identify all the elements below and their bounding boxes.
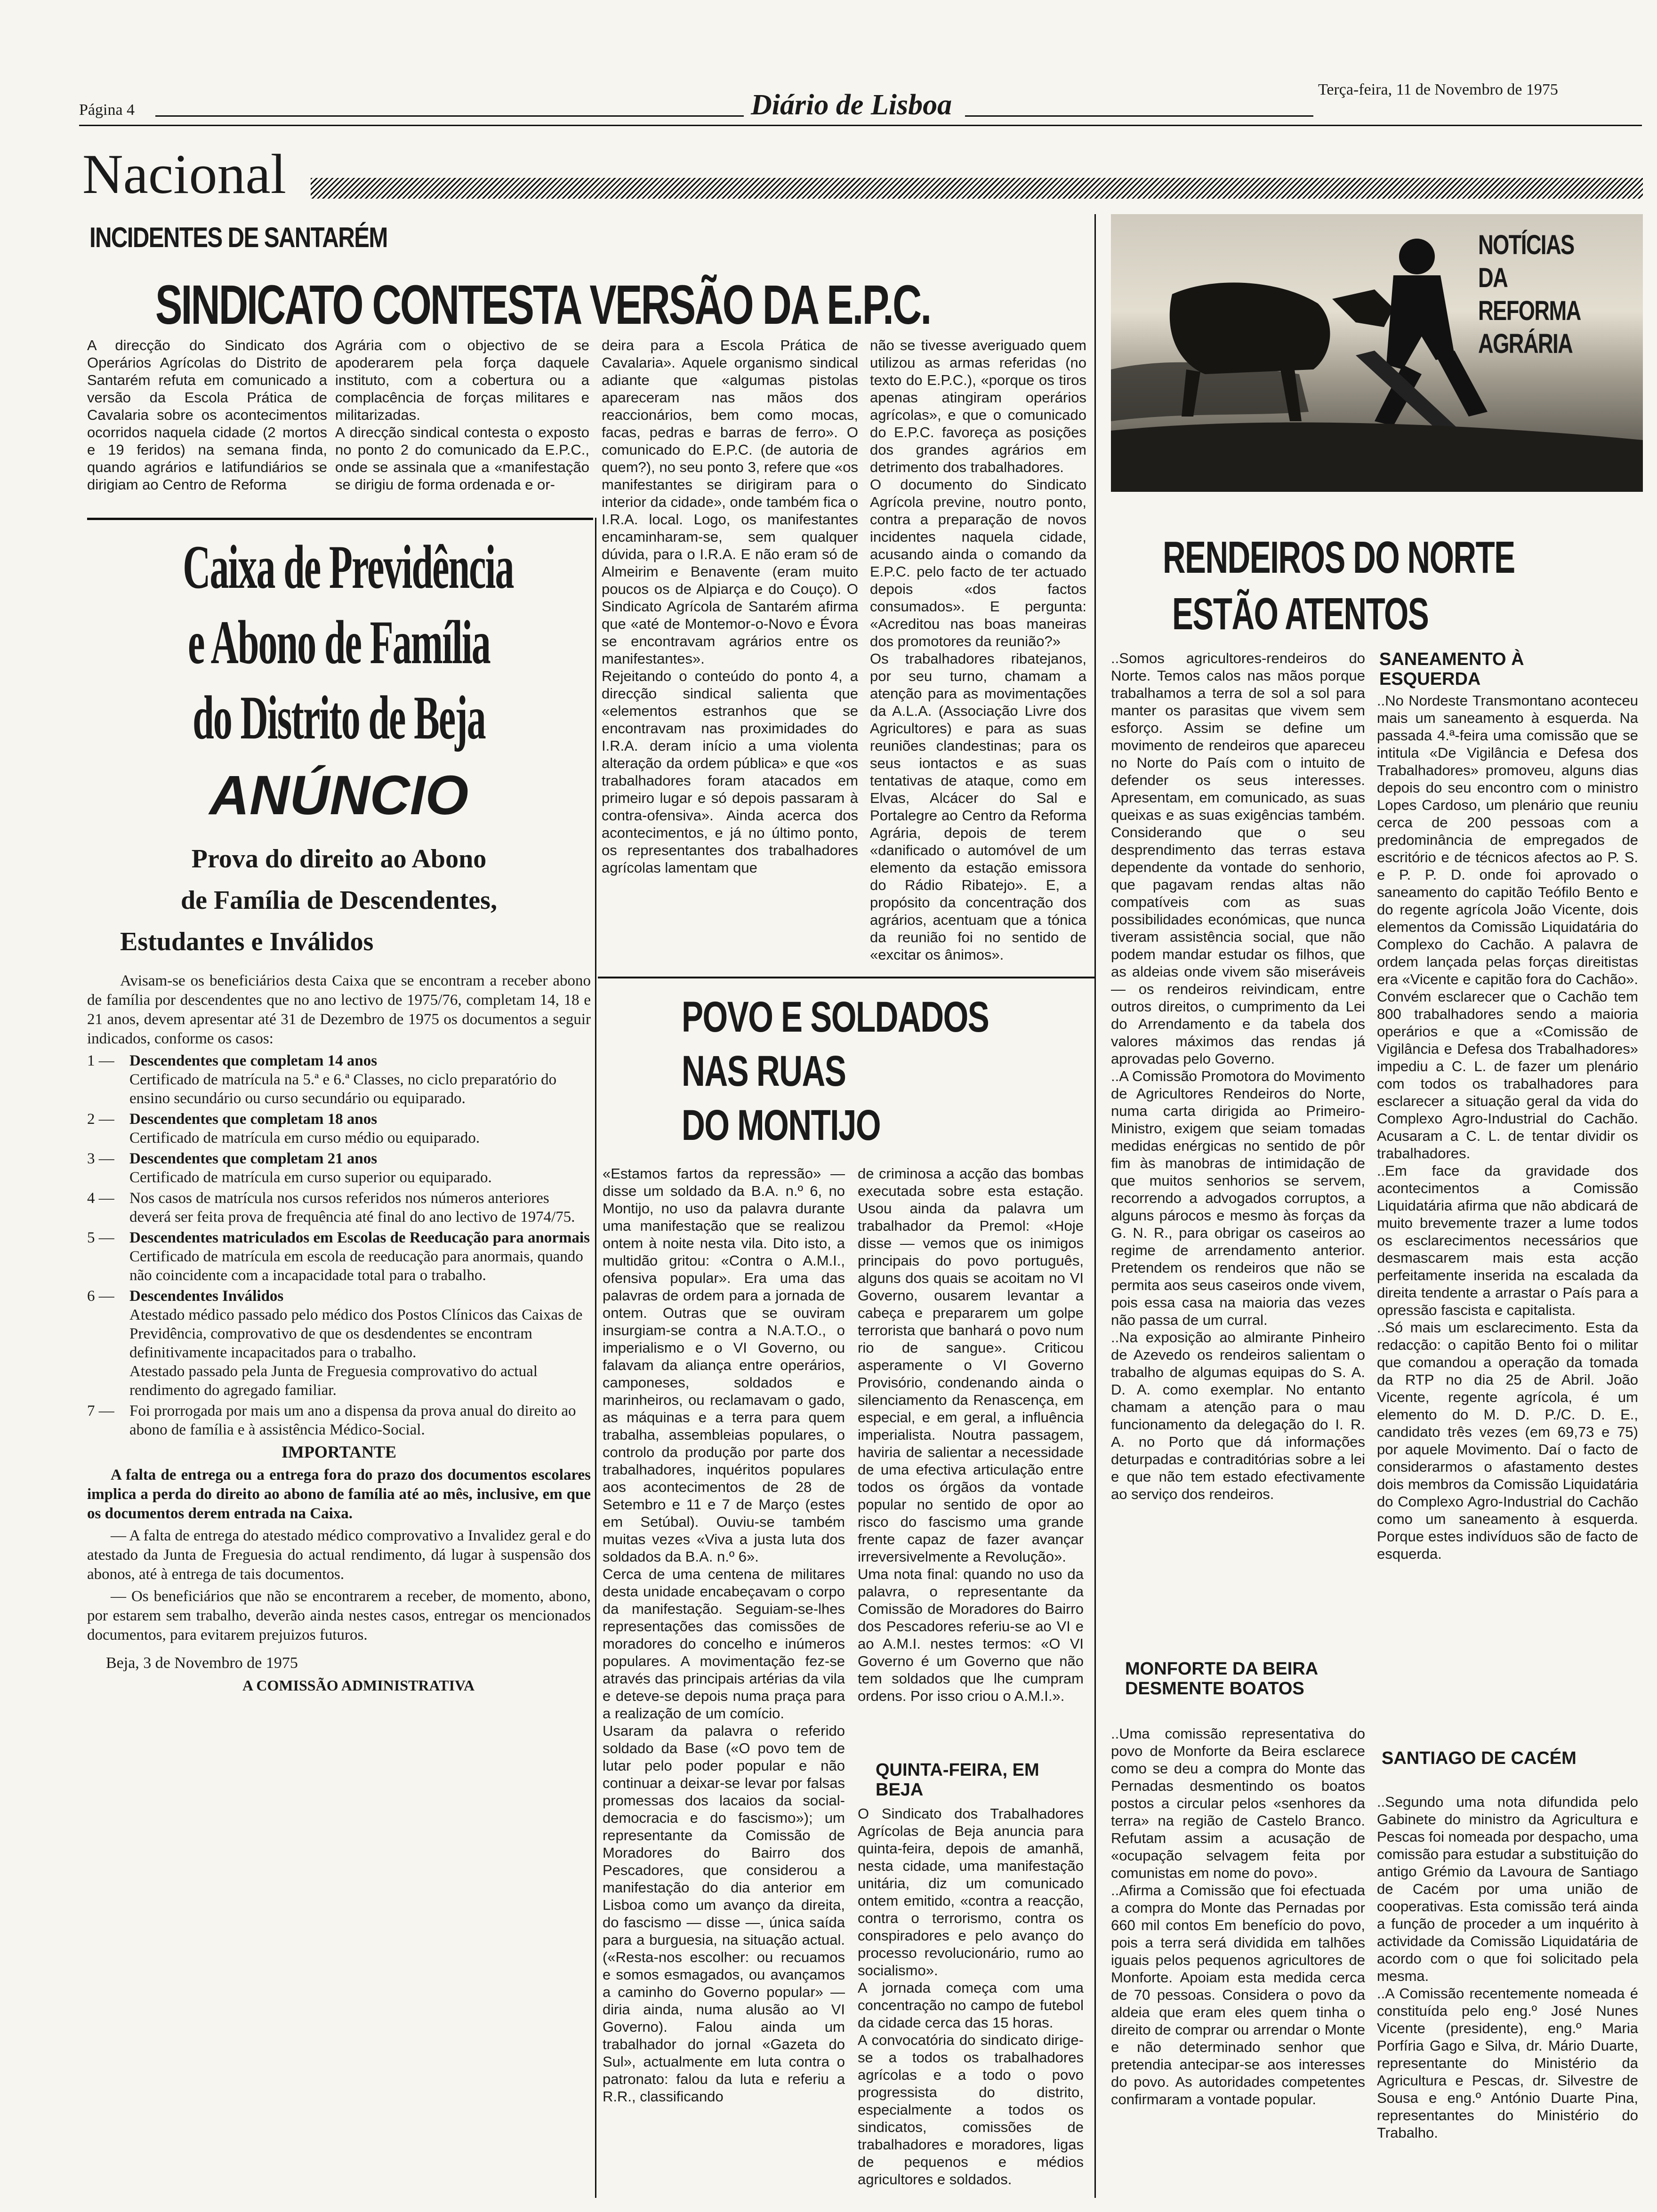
anuncio-org-line-3: do Distrito de Beja [193, 683, 485, 752]
anuncio-item-heading: Descendentes que completam 21 anos [129, 1150, 378, 1167]
reforma-headline-1: RENDEIROS DO NORTE [1163, 532, 1515, 583]
anuncio-org-line-1: Caixa de Previdência [183, 532, 514, 601]
anuncio-item-text: Certificado de matrícula em curso médio ou equiparado. [129, 1130, 480, 1146]
reforma-caption-1: NOTÍCIAS [1478, 230, 1574, 260]
anuncio-item [87, 1228, 591, 1285]
anuncio-item-text: Atestado médico passado pelo médico dos Postos Clínicos das Caixas de Previdência, comprovativo de que os desdendentes se encontram definitivamente incapacitados para o trabalho. Atestado passado pela Junta de Freguesia comprovativo do actual rendimento do agregado familiar. [129, 1306, 583, 1399]
anuncio-item [87, 1402, 591, 1439]
anuncio-important-1: A falta de entrega ou a entrega fora do prazo dos documentos escolares implica a perda do direito ao abono de família até ao mês, inclusive, em que os documentos derem entrada na Caixa. [87, 1467, 591, 1522]
montijo-sub-beja: QUINTA-FEIRA, EM BEJA [876, 1760, 1039, 1800]
anuncio-item-number: 2 — [87, 1111, 114, 1128]
anuncio-items [87, 1051, 591, 1439]
anuncio-box [87, 532, 591, 2198]
anuncio-important-3: — Os beneficiários que não se encontrarem a receber, de momento, abono, por estarem sem trabalho, deverão ainda nestes casos, entregar os mencionados documentos, para evitarem prejuizos futuros. [87, 1588, 591, 1643]
anuncio-signature: A COMISSÃO ADMINISTRATIVA [242, 1677, 475, 1694]
reforma-headline-2: ESTÃO ATENTOS [1172, 589, 1429, 639]
column-divider-1 [595, 518, 596, 2198]
anuncio-item-text: Foi prorrogada por mais um ano a dispensa da prova anual do direito ao abono de família e à assistência Médico-Social. [129, 1403, 576, 1438]
montijo-top-rule [598, 977, 1094, 978]
reforma-cacem: ..Segundo uma nota difundida pelo Gabinete do ministro da Agricultura e Pescas foi nomeada por despacho, uma comissão para estudar a substituição do antigo Grémio da Lavoura de Santiago de Cacém por uma união de cooperativas. Esta comissão terá ainda a função de proceder a um inquérito à actividade da Comissão Liquidatária de acordo com o que foi solicitado pela mesma. ..A Comissão recentemente nomeada é constituída pelo eng.º José Nunes Vicente (presidente), eng.º Maria Porfíria Gago e Silva, dr. Mário Duarte, representante do Ministério da Agricultura e Pescas, dr. Silvestre de Sousa e eng.º António Duarte Pina, representantes do Ministério do Trabalho. [1377, 1794, 1638, 2141]
reforma-caption-2: DA [1478, 263, 1508, 293]
masthead-rule-right [965, 115, 1313, 117]
anuncio-item [87, 1189, 591, 1226]
anuncio-important-2: — A falta de entrega do atestado médico comprovativo a Invalidez geral e do atestado da Junta de Freguesia do actual rendimento, dá lugar à suspensão dos abonos, até à entrega de tais documentos. [87, 1527, 591, 1583]
anuncio-item [87, 1110, 591, 1147]
santarem-col-4: não se tivesse averiguado quem utilizou as armas referidas (no texto do E.P.C.), «porque os tiros apenas atingiram operários agrícolas», e que o comunicado do E.P.C. favoreça as posições dos grandes agrários em detrimento dos trabalhadores. O documento do Sindicato Agrícola previne, noutro ponto, contra a preparação de novos incidentes naquela cidade, acusando ainda o comando da E.P.C. pelo facto de ter actuado depois «dos factos consumados». E pergunta: «Acreditou nas boas maneiras dos promotores da reunião?» Os trabalhadores ribatejanos, por seu turno, chamam a atenção para as movimentações da A.L.A. (Associação Livre dos Agricultores) e para as suas reuniões clandestinas; para os seus iontactos e as suas tentativas de ataque, como em Elvas, Alcácer do Sal e Portalegre ao Centro da Reforma Agrária, depois de terem «danificado o automóvel de um elemento da estação emissora do Rádio Ribatejo». E, a propósito da concentração dos agrários, acentuam que a tónica da reunião foi no sentido de «excitar os ânimos». [870, 337, 1086, 963]
anuncio-title: ANÚNCIO [209, 764, 469, 826]
reforma-col-1: ..Somos agricultores-rendeiros do Norte. Temos calos nas mãos porque trabalhamos a terra de sol a sol para manter os parasitas que vivem sem esforço. Assim se define um movimento de rendeiros que apareceu no Norte do País com o intuito de defender os seus interesses. Apresentam, em comunicado, as suas queixas e as suas exigências também. Considerando que o seu desprendimento das terras estava dependente da vontade do senhorio, que pagavam rendas altas não compatíveis com as suas possibilidades económicas, que nunca tiveram assistência social, que não podem mandar estudar os filhos, que as aldeias onde vivem são miseráveis — os rendeiros reivindicam, entre outros direitos, o cumprimento da Lei do Arrendamento e da tabela dos valores máximos das rendas já aprovadas pelo Governo. ..A Comissão Promotora do Movimento de Agricultores Rendeiros do Norte, numa carta dirigida ao Primeiro-Ministro, exigem que seiam tomadas medidas enérgicas no sentido de pôr fim às manobras de intimidação de que muitos senhorios se servem, recorrendo a advogados corruptos, a alguns párocos e mesmo às forças da G. N. R., para obrigar os caseiros ao regime de arrendamento anterior. Pretendem os rendeiros que não se permita aos seus caseiros onde vivem, pois essa casa na maioria das vezes não passa de um curral. ..Na exposição ao almirante Pinheiro de Azevedo os rendeiros salientam o trabalho de algumas equipas do S. A. D. A. como exemplar. No entanto chamam a atenção para o mau funcionamento da delegação do I. R. A. no Porto que dá informações deturpadas e contraditórias sobre a lei e que não tem estado efectivamente ao serviço dos rendeiros. [1111, 650, 1365, 1502]
montijo-headline-3: DO MONTIJO [682, 1101, 881, 1149]
santarem-col-3: deira para a Escola Prática de Cavalaria». Aquele organismo sindical adiante que «algumas pistolas apareceram nas mãos dos reaccionários, bem como mocas, facas, pedras e barras de ferro». O comunicado do E.P.C. (de autoria de quem?), no seu ponto 3, refere que «os manifestantes se dirigiram para o interior da cidade», onde também fica o I.R.A. local. Logo, os manifestantes encaminharam-se, sem qualquer dúvida, para o I.R.A. E não eram só de Almeirim e Benavente (eram muito poucos os de Alpiarça e do Couço). O Sindicato Agrícola de Santarém afirma que «até de Montemor-o-Novo e Évora se encontravam agrários entre os manifestantes». Rejeitando o conteúdo do ponto 4, a direcção sindical salienta que «elementos estranhos que se encontravam nas proximidades do I.R.A. deram início a uma violenta alteração da ordem pública» e que «os trabalhadores foram atacados em primeiro lugar e só depois passaram à contra-ofensiva». Ainda acerca dos acontecimentos, e já no último ponto, os representantes dos trabalhadores agrícolas lamentam que [602, 337, 858, 876]
masthead-underline [79, 125, 1642, 126]
anuncio-item [87, 1051, 591, 1108]
anuncio-item-number: 3 — [87, 1150, 114, 1167]
anuncio-item-heading: Descendentes que completam 18 anos [129, 1111, 378, 1128]
anuncio-item-text: Certificado de matrícula na 5.ª e 6.ª Classes, no ciclo preparatório do ensino secundário ou curso secundário ou equiparado. [129, 1071, 557, 1107]
anuncio-top-rule [87, 518, 593, 520]
anuncio-important-title: IMPORTANTE [281, 1443, 397, 1461]
reforma-caption-4: AGRÁRIA [1478, 329, 1573, 359]
montijo-col-2: de criminosa a acção das bombas executada sobre esta estação. Usou ainda da palavra um trabalhador da Premol: «Hoje disse — vemos que os inimigos principais do povo português, alguns dos quais se acoitam no VI Governo, ousarem levantar a cabeça e prepararem um golpe terrorista que banhará o povo num rio de sangue». Criticou asperamente o VI Governo Provisório, condenando ainda o silenciamento da Renascença, em especial, e em geral, a influência imperialista. Noutra passagem, haviria de salientar a necessidade de uma efectiva articulação entre todos os órgãos da vontade popular no sentido de opor ao risco do fascismo uma grande frente capaz de fazer avançar irreversivelmente a Revolução». Uma nota final: quando no uso da palavra, o representante da Comissão de Moradores do Bairro dos Pescadores referiu-se ao VI e ao A.M.I. nestes termos: «O VI Governo é um Governo que não tem soldados que lhe cumpram ordens. Por isso criou o A.M.I.». [858, 1165, 1084, 1704]
montijo-col-1: «Estamos fartos da repressão» — disse um soldado da B.A. n.º 6, no Montijo, no uso da palavra durante uma manifestação que se realizou ontem à noite nesta vila. Dito isto, a multidão gritou: «Contra o A.M.I., ofensiva popular». Era uma das palavras de ordem para a jornada de ontem. Outras que se ouviram insurgiam-se contra a N.A.T.O., o imperialismo e o VI Governo, ou falavam da aliança entre operários, camponeses, soldados e marinheiros, ou reclamavam o gado, as máquinas e a terra para quem trabalha, assembleias populares, o controlo da produção por parte dos trabalhadores, inquéritos populares aos acontecimentos de 28 de Setembro e 11 e 7 de Março (estes em Setúbal). Ouviu-se também muitas vezes «Viva a justa luta dos soldados da B.A. n.º 6». Cerca de uma centena de militares desta unidade encabeçavam o corpo da manifestação. Seguiam-se-lhes representações das comissões de moradores do concelho e inúmeros populares. A movimentação fez-se através das principais artérias da vila e deteve-se depois numa praça para a realização de um comício. Usaram da palavra o referido soldado da Base («O povo tem de lutar pelo poder popular e não continuar a deixar-se levar por falsas promessas dos lacaios da social-democracia e do fascismo»); um representante da Comissão de Moradores do Bairro dos Pescadores, que considerou a manifestação do dia anterior em Lisboa como um avanço da direita, do fascismo — disse —, única saída para a burguesia, na situação actual. («Resta-nos escolher: ou recuamos e somos esmagados, ou avançamos a caminho do Governo popular» — diria ainda, numa alusão ao VI Governo). Falou ainda um trabalhador do jornal «Gazeta do Sul», actualmente em luta contra o patronato: falou da luta e referiu a R.R., classificando [603, 1165, 845, 2105]
montijo-headline-2: NAS RUAS [682, 1047, 846, 1095]
column-divider-2 [1094, 214, 1096, 2198]
santarem-col-1: A direcção do Sindicato dos Operários Agrícolas do Distrito de Santarém refuta em comunicado a versão da Escola Prática de Cavalaria sobre os acontecimentos ocorridos naquela cidade (2 mortos e 19 feridos) na semana finda, quando agrários e latifundiários se dirigiam ao Centro de Reforma [87, 337, 327, 493]
anuncio-item-text: Nos casos de matrícula nos cursos referidos nos números anteriores deverá ser feita prova de frequência até final do ano lectivo de 1974/75. [129, 1190, 575, 1226]
anuncio-item-heading: Descendentes que completam 14 anos [129, 1052, 378, 1069]
page-number: Página 4 [79, 101, 135, 119]
reforma-monforte: ..Uma comissão representativa do povo de Monforte da Beira esclarece como se deu a compra do Monte das Pernadas desmentindo os boatos postos a circular pelos «senhores da terra» na região de Castelo Branco. Refutam assim a acusação de «ocupação selvagem feita por comunistas em nome do povo». ..Afirma a Comissão que foi efectuada a compra do Monte das Pernadas por 660 mil contos Em benefício do povo, pois a terra será dividida em talhões iguais pelos pequenos agricultores de Monforte. Apoiam esta medida cerca de 70 pessoas. Considera o povo da aldeia que eram eles quem tinha o direito de comprar ou arrendar o Monte e não determinado senhor que pretendia antecipar-se aos interesses do povo. As autoridades competentes confirmaram a vontade popular. [1111, 1725, 1365, 2108]
newspaper-name: Diário de Lisboa [751, 89, 952, 121]
montijo-headline-1: POVO E SOLDADOS [682, 993, 989, 1041]
anuncio-item-number: 6 — [87, 1288, 114, 1305]
reforma-caption-3: REFORMA [1478, 296, 1581, 326]
anuncio-item-number: 7 — [87, 1403, 114, 1419]
anuncio-org-line-2: e Abono de Família [188, 608, 490, 677]
santarem-headline: SINDICATO CONTESTA VERSÃO DA E.P.C. [155, 274, 931, 336]
anuncio-item-number: 1 — [87, 1052, 114, 1069]
masthead-rule-left [155, 115, 744, 117]
anuncio-item-number: 4 — [87, 1190, 114, 1207]
anuncio-item-heading: Descendentes matriculados em Escolas de Reeducação para anormais [129, 1229, 590, 1246]
anuncio-item [87, 1287, 591, 1400]
reforma-saneamento: ..No Nordeste Transmontano aconteceu mais um saneamento à esquerda. Na passada 4.ª-feira uma comissão que se intitula «De Vigilância e Defesa dos Trabalhadores» promoveu, alguns dias depois do seu encontro com o ministro Lopes Cardoso, um plenário que reuniu cerca de 200 pessoas com a predominância de empregados de escritório e de técnicos afectos ao P. S. e P. P. D. onde foi aprovado o saneamento do capitão Teófilo Bento e do regente agrícola João Vicente, dois elementos da Comissão Liquidatária do Complexo do Cachão. A palavra de ordem lançada pelas forças direitistas era «Vicente e capitão fora do Cachão». Convém esclarecer que o Cachão tem 800 trabalhadores sendo a maioria operários e que a «Comissão de Vigilância e Defesa dos Trabalhadores» impediu a C. L. de fazer um plenário com todos os trabalhadores para esclarecer a situação geral da vida do Complexo Agro-Industrial do Cachão. Acusaram a C. L. de tentar dividir os trabalhadores. ..Em face da gravidade dos acontecimentos a Comissão Liquidatária afirma que não abdicará de muito brevemente trazer a lume todos os esclarecimentos necessários que desmascarem mais esta acção perfeitamente inserida na escalada da direita tendente a arrastar o País para a opressão fascista e capitalista. ..Só mais um esclarecimento. Esta da redacção: o capitão Bento foi o militar que comandou a operação da tomada da RTP no dia 25 de Abril. João Vicente, regente agrícola, é um elemento do M. D. P./C. D. E., candidato três vezes (em 69,73 e 75) por aquele Movimento. Daí o facto de considerarmos o afastamento destes dois membros da Comissão Liquidatária do Complexo Agro-Industrial do Cachão como um saneamento à esquerda. Porque estes indivíduos são de facto de esquerda. [1377, 692, 1638, 1562]
section-hatch-bar [311, 178, 1643, 199]
reforma-sub-monforte: MONFORTE DA BEIRA DESMENTE BOATOS [1125, 1659, 1318, 1699]
anuncio-item-text: Certificado de matrícula em curso superior ou equiparado. [129, 1169, 492, 1186]
anuncio-item [87, 1149, 591, 1187]
montijo-beja: O Sindicato dos Trabalhadores Agrícolas de Beja anuncia para quinta-feira, depois de amanhã, nesta cidade, uma manifestação unitária, diz um comunicado ontem emitido, «contra a reacção, contra o terrorismo, contra os conspiradores e pelo avanço do processo revolucionário, rumo ao socialismo». A jornada começa com uma concentração no campo de futebol da cidade cerca das 15 horas. A convocatória do sindicato dirige-se a todos os trabalhadores agrícolas e a todo o povo progressista do distrito, especialmente a todos os sindicatos, comissões de trabalhadores e moradores, ligas de pequenos e médios agricultores e soldados. [858, 1805, 1084, 2188]
santarem-col-2: Agrária com o objectivo de se apoderarem pela força daquele instituto, com a cobertura ou a complacência de forças militares e militarizadas. A direcção sindical contesta o exposto no ponto 2 do comunicado da E.P.C., onde se assinala que a «manifestação se dirigiu de forma ordenada e or- [335, 337, 589, 493]
anuncio-subtitle-3: Estudantes e Inválidos [120, 927, 374, 956]
anuncio-item-text: Certificado de matrícula em escola de reeducação para anormais, quando não coincidente com a incapacidade total para o trabalho. [129, 1248, 583, 1284]
anuncio-date: Beja, 3 de Novembro de 1975 [106, 1654, 298, 1672]
section-title: Nacional [82, 143, 287, 205]
anuncio-intro: Avisam-se os beneficiários desta Caixa que se encontram a receber abono de família por descendentes que no ano lectivo de 1975/76, completam 14, 18 e 21 anos, devem apresentar até 31 de Dezembro de 1975 os documentos a seguir indicados, conforme os casos: [87, 972, 591, 1047]
anuncio-item-number: 5 — [87, 1229, 114, 1246]
anuncio-subtitle-1: Prova do direito ao Abono [191, 844, 487, 874]
reforma-sub-saneamento: SANEAMENTO À ESQUERDA [1379, 649, 1524, 689]
page-date: Terça-feira, 11 de Novembro de 1975 [1318, 81, 1558, 98]
anuncio-subtitle-2: de Família de Descendentes, [181, 886, 497, 915]
santarem-kicker: INCIDENTES DE SANTARÉM [89, 222, 387, 253]
reforma-sub-cacem: SANTIAGO DE CACÉM [1382, 1748, 1577, 1768]
anuncio-item-heading: Descendentes Inválidos [129, 1288, 284, 1305]
